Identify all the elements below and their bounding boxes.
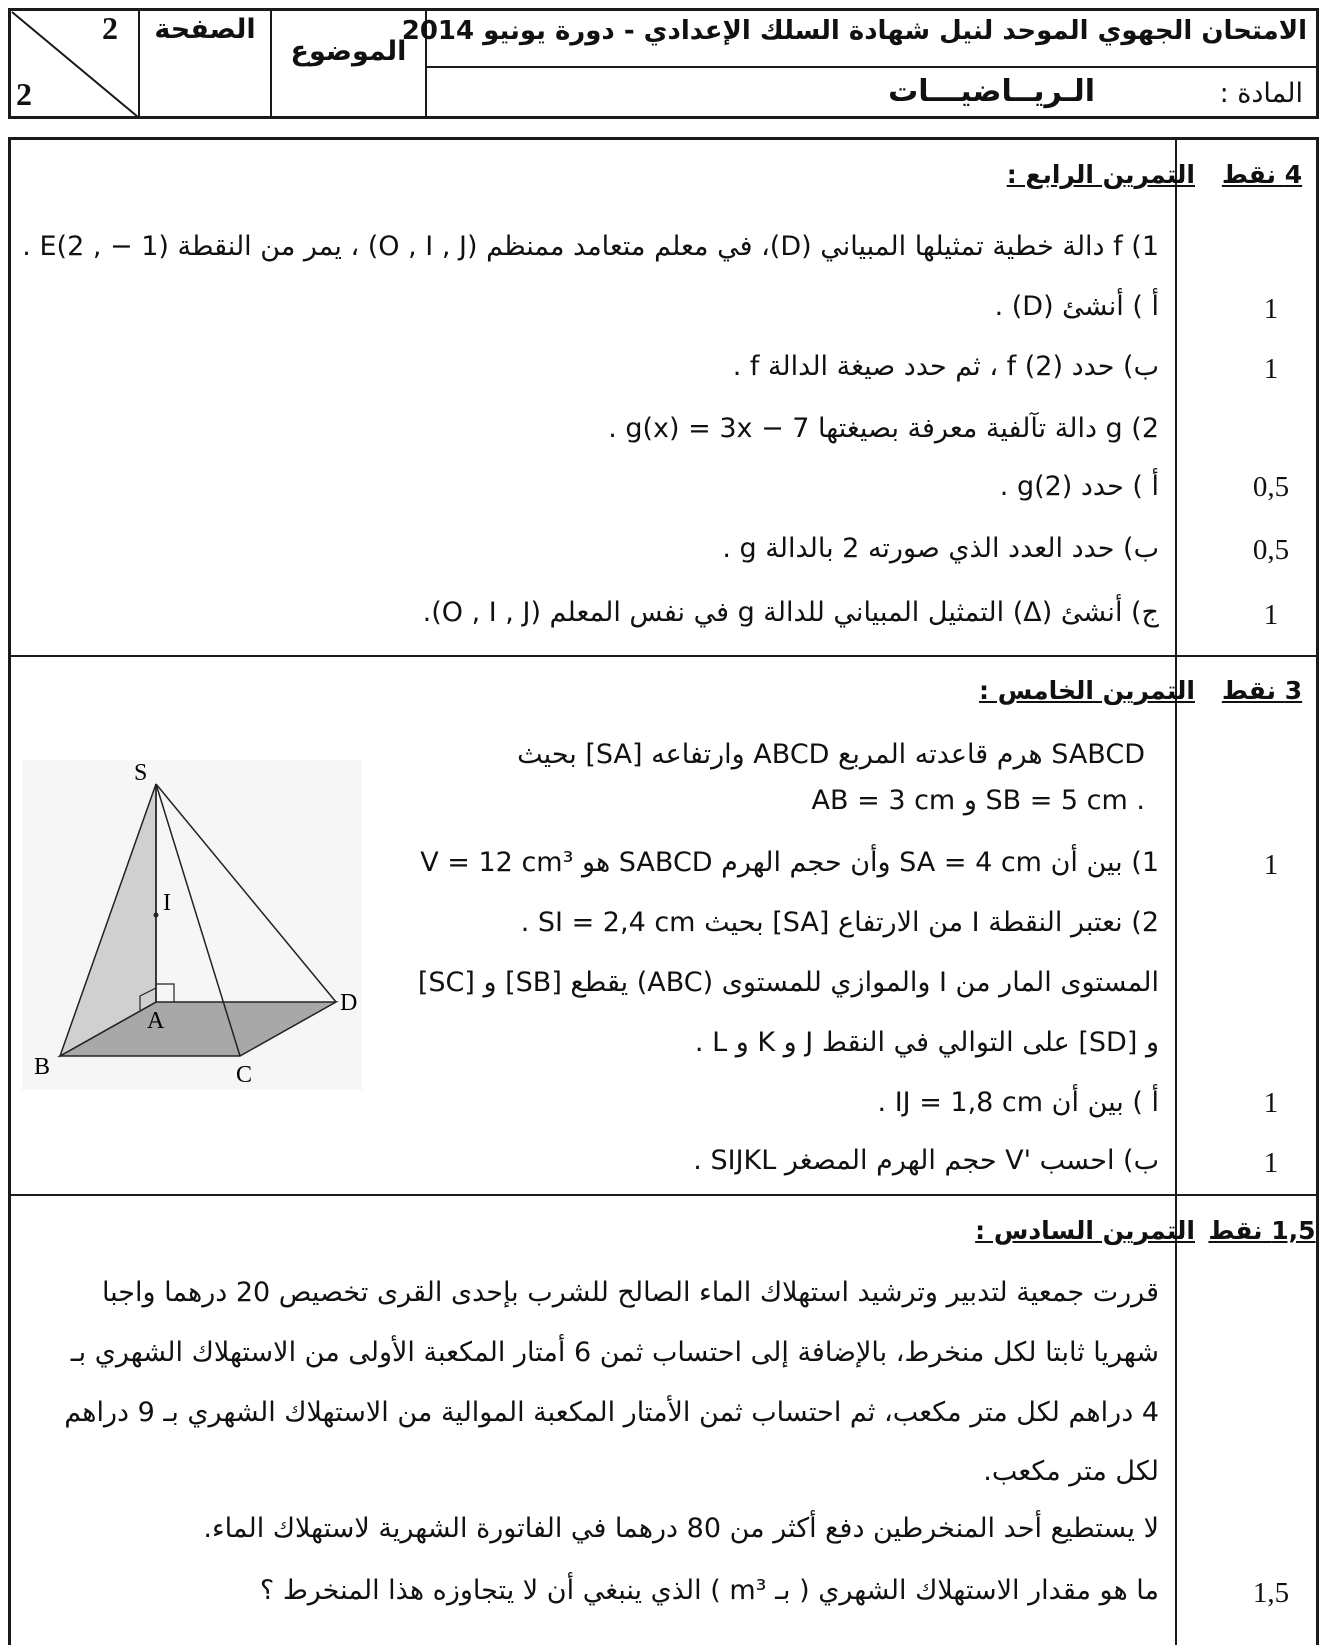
label-c: C (236, 1062, 253, 1088)
ex5-line-2: . SB = 5 cm و AB = 3 cm (811, 785, 1145, 816)
ex4-line-3: ب) حدد f (2) ، ثم حدد صيغة الدالة f . (732, 351, 1159, 382)
ex5-line-3: 1) بين أن SA = 4 cm وأن حجم الهرم SABCD هو V = 12 cm³ (420, 847, 1159, 878)
page-label: الصفحة (154, 14, 256, 45)
ex4-line-4: 2) g دالة تآلفية معرفة بصيغتها g(x) = 3x − 7 . (608, 413, 1159, 444)
matter-label: المادة : (1219, 78, 1303, 109)
ex4-line-1: 1) f دالة خطية تمثيلها المبياني (D)، في معلم متعامد ممنظم (O , I , J) ، يمر من النقطة (1 − , 2)E . (22, 231, 1159, 262)
ex6-line-3: 4 دراهم لكل متر مكعب، ثم احتساب ثمن الأمتار المكعبة الموالية من الاستهلاك الشهري بـ 9 دراهم (64, 1397, 1159, 1428)
ex4-mark-5: 0,5 (1252, 471, 1290, 503)
ex6-line-4: لكل متر مكعب. (983, 1456, 1159, 1487)
label-i: I (163, 890, 171, 916)
exercise-6-points: 1,5 نقط (1208, 1216, 1316, 1245)
ex5-line-7: أ ) بين أن IJ = 1,8 cm . (877, 1087, 1159, 1118)
ex5-mark-3: 1 (1263, 849, 1279, 881)
exercise-6-title: التمرين السادس : (975, 1216, 1195, 1245)
exercise-4-points: 4 نقط (1221, 160, 1303, 189)
ex6-line-1: قررت جمعية لتدبير وترشيد استهلاك الماء الصالح للشرب بإحدى القرى تخصيص 20 درهما واجبا (101, 1277, 1159, 1308)
exercise-4-title: التمرين الرابع : (1006, 160, 1195, 189)
ex5-line-6: و [SD] على التوالي في النقط J و K و L . (694, 1027, 1159, 1058)
ex4-mark-6: 0,5 (1252, 534, 1290, 566)
exercise-5-points: 3 نقط (1221, 676, 1303, 705)
ex6-line-5: لا يستطيع أحد المنخرطين دفع أكثر من 80 درهما في الفاتورة الشهرية لاستهلاك الماء. (203, 1513, 1159, 1544)
page-number: 2 (102, 10, 118, 46)
ex6-mark-6: 1,5 (1252, 1577, 1290, 1609)
label-b: B (34, 1054, 51, 1080)
ex6-line-2: شهريا ثابتا لكل منخرط، بالإضافة إلى احتساب ثمن 6 أمتار المكعبة الأولى من الاستهلاك الشهري بـ (70, 1337, 1159, 1368)
ex5-line-1: SABCD هرم قاعدته المربع ABCD وارتفاعه [SA] بحيث (517, 739, 1145, 770)
ex5-mark-7: 1 (1263, 1087, 1279, 1119)
page-total: 2 (16, 76, 32, 112)
ex4-line-2: أ ) أنشئ (D) . (994, 291, 1159, 322)
label-s: S (134, 760, 148, 786)
label-a: A (147, 1008, 165, 1034)
ex4-mark-2: 1 (1263, 293, 1279, 325)
exam-title: الامتحان الجهوي الموحد لنيل شهادة السلك الإعدادي - دورة يونيو 2014 (401, 16, 1307, 46)
ex4-line-5: أ ) حدد g(2) . (999, 471, 1159, 502)
subject-label: الموضوع (290, 36, 407, 67)
ex5-line-4: 2) نعتبر النقطة I من الارتفاع [SA] بحيث SI = 2,4 cm . (520, 907, 1159, 938)
ex6-line-6: ما هو مقدار الاستهلاك الشهري ( بـ m³ ) الذي ينبغي أن لا يتجاوزه هذا المنخرط ؟ (259, 1575, 1159, 1606)
label-d: D (340, 990, 358, 1016)
ex4-mark-3: 1 (1263, 353, 1279, 385)
exercise-5-title: التمرين الخامس : (979, 676, 1195, 705)
pyramid-figure (22, 760, 362, 1090)
ex4-line-6: ب) حدد العدد الذي صورته 2 بالدالة g . (722, 533, 1159, 564)
ex4-mark-7: 1 (1263, 599, 1279, 631)
ex5-mark-8: 1 (1263, 1147, 1279, 1179)
ex4-line-7: ج) أنشئ (Δ) التمثيل المبياني للدالة g في نفس المعلم (O , I , J). (422, 597, 1159, 628)
ex5-line-5: المستوى المار من I والموازي للمستوى (ABC) يقطع [SB] و [SC] (417, 967, 1159, 998)
matter-name: الـريــاضيـــات (888, 74, 1095, 109)
ex5-line-8: ب) احسب 'V حجم الهرم المصغر SIJKL . (693, 1145, 1159, 1176)
